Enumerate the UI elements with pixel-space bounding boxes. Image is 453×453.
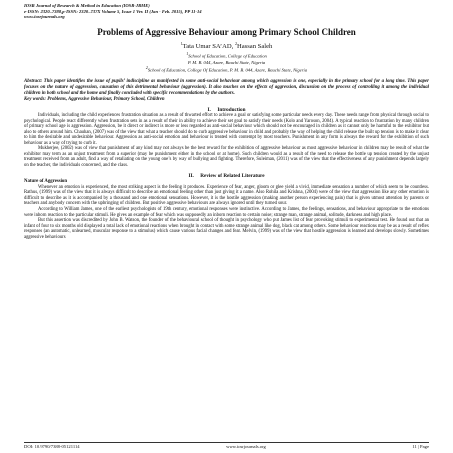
affiliation-1-address: P. M. B. 044, Azare, Bauchi State, Nigeria — [187, 59, 266, 65]
paper-title: Problems of Aggressive Behaviour among Primary School Children — [97, 26, 356, 37]
keywords-text: Problems, Aggressive Behaviour, Primary School, Children — [47, 97, 165, 103]
journal-name: IOSR Journal of Research & Method in Education (IOSR-JRME) — [24, 3, 150, 8]
journal-url: www.iosrjournals.org — [24, 14, 65, 20]
intro-paragraph-1: Individuals, including the child experiences frustration situation as a result of thwarted effort to achieve a goal or satisfying some particular needs every day. These needs range from physical through social to psychological. People react differently when frustration sets in as a result of their in ability to achieve their set goal to satisfy their needs (Kolo and Yaroson, 2004). A typical reaction to frustration by many children of primary school age is aggression. Aggression, be it direct or indirect is more or less regarded as anti-social behaviour which should not be encouraged in children as it cannot only be harmful to the exhibitor but also to others around him. Chauhan, (2007) was of the view that what a teacher should do to curb aggressive behaviour in child and probably the way of helping the child release the built up tension is to make it clear to him the desirable and undesirable behaviour. Aggression as anti-social emotion and behaviour is treated with contempt by most teachers. Punishment in any form is always the reward for the exhibition of such behaviour as a way of trying to curb it. — [24, 113, 429, 146]
aff1-mark: 1 — [186, 51, 189, 57]
aff1-text: School of Education, College of Education — [188, 54, 267, 59]
keywords-label: Key words: — [24, 97, 46, 103]
abstract-label: Abstract: — [24, 79, 43, 85]
section-2-title: Review of Related Literature — [200, 172, 265, 179]
footer-site: www.iosrjournals.org — [226, 443, 266, 449]
abstract-text: This paper identifies the issue of pupils’ indiscipline as manifested in some anti-social behaviour among which aggression is one, especially in the primary school for a long time. This paper focuses on the nature of aggression, causation of this detrimental behaviour (aggression). It also touches on the effects of aggression, discussion on the process of controlling it among the individual children in both school and the home and finally concluded with specific recommendations by the authors. — [24, 79, 430, 96]
author1-mark: 1 — [180, 41, 183, 47]
page-footer — [24, 442, 429, 449]
aff2-mark: 2 — [145, 65, 148, 71]
footer-page: 11 | Page — [412, 443, 429, 449]
journal-issn: e-ISSN: 2320–7388,p-ISSN: 2320–737X Volume 5, Issue 1 Ver. II (Jan - Feb. 2015), PP 11-14 — [24, 8, 202, 14]
author1: Tata Umar SA’AD, — [182, 43, 234, 51]
subheading-nature-of-aggression: Nature of Aggression — [24, 178, 67, 184]
abstract — [24, 79, 429, 96]
keywords — [24, 97, 429, 103]
affiliation-1 — [24, 51, 429, 59]
literature-paragraph-1: Whenever an emotion is experienced, the most striking aspect is the feeling it produces. Experience of fear, anger, gloom or glee yield a vivid, immediate sensation a number of which seem to be countless. Rathus, (1999) was of the view that it is always difficult to describe an emotional feeling other than just giving it a name. Also Rohila and Krishna, (2004) were of the view that aggression like any other emotion is difficult to describe as it is accompanied by a thousand and one emotional sensations. However, it is the hostile aggression (making another person experiencing pain) that is given utmost attention by parents or teachers and anybody concern with the upbringing of children. But positive aggressive behaviours are always ignored until they turned sour. — [24, 184, 429, 207]
aff2-text: School of Education, College Of Education, P. M. B. 044, Azare, Bauchi State, Nigeria — [147, 67, 308, 73]
intro-paragraph-2: Mukherjee, (2002) was of view that punishment of any kind may not always be the best reward for the exhibition of aggressive behaviour as most aggressive behaviour in children may be result of what the exhibitor may term as an unjust treatment from a superior (may be punishment either in the school or at home). Such children would as a result of the need to release the bottle up tension created by the unjust treatment received from an adult, find a way of retaliating on the young one’s by way of bullying and fighting. Therefore, Suleiman, (2011) was of the view that the effectiveness of any punishment depends largely on the teacher, the individuals concerned, and the class. — [24, 146, 429, 169]
journal-header — [24, 3, 429, 20]
author2-mark: 2 — [234, 41, 237, 47]
author2: Hassan Saleh — [236, 43, 273, 51]
author-line — [24, 40, 429, 51]
footer-doi: DOI: 10.9790/7388-05121114 — [24, 443, 80, 449]
section-2-number: II. — [188, 172, 194, 179]
affiliation-2 — [24, 65, 429, 73]
literature-paragraph-3: But this assertion was discredited by John B. Watson, the founder of the behavioural school of thought in psychology who put James list of fear provoking stimuli to experimental test. He found out that an infant of four to six months old displayed a total lack of emotional reactions when brought in contact with some strange animal like dog, black cat among others. Some behaviour reactions may be as a result of reflex responses (an automatic, unlearned, muscular response to a stimulus) which cause various facial changes and fear. Melvin, (1999) was of the view that hostile aggression is learned and develops slowly. Sometimes aggressive behaviours — [24, 218, 429, 240]
literature-paragraph-2: According to William James, one of the earliest psychologists of 19th century, emotional responses were instinctive. According to James, the feelings, sensations, and behaviour appropriate to the emotions were inborn reaction to the particular stimuli. He gives an example of fear which was supposedly an inborn reaction to certain noise; strange man, strange animal, solitude, darkness and high place. — [24, 206, 429, 218]
section-1-number: I. — [207, 106, 211, 113]
section-1-title: Introduction — [217, 106, 246, 113]
